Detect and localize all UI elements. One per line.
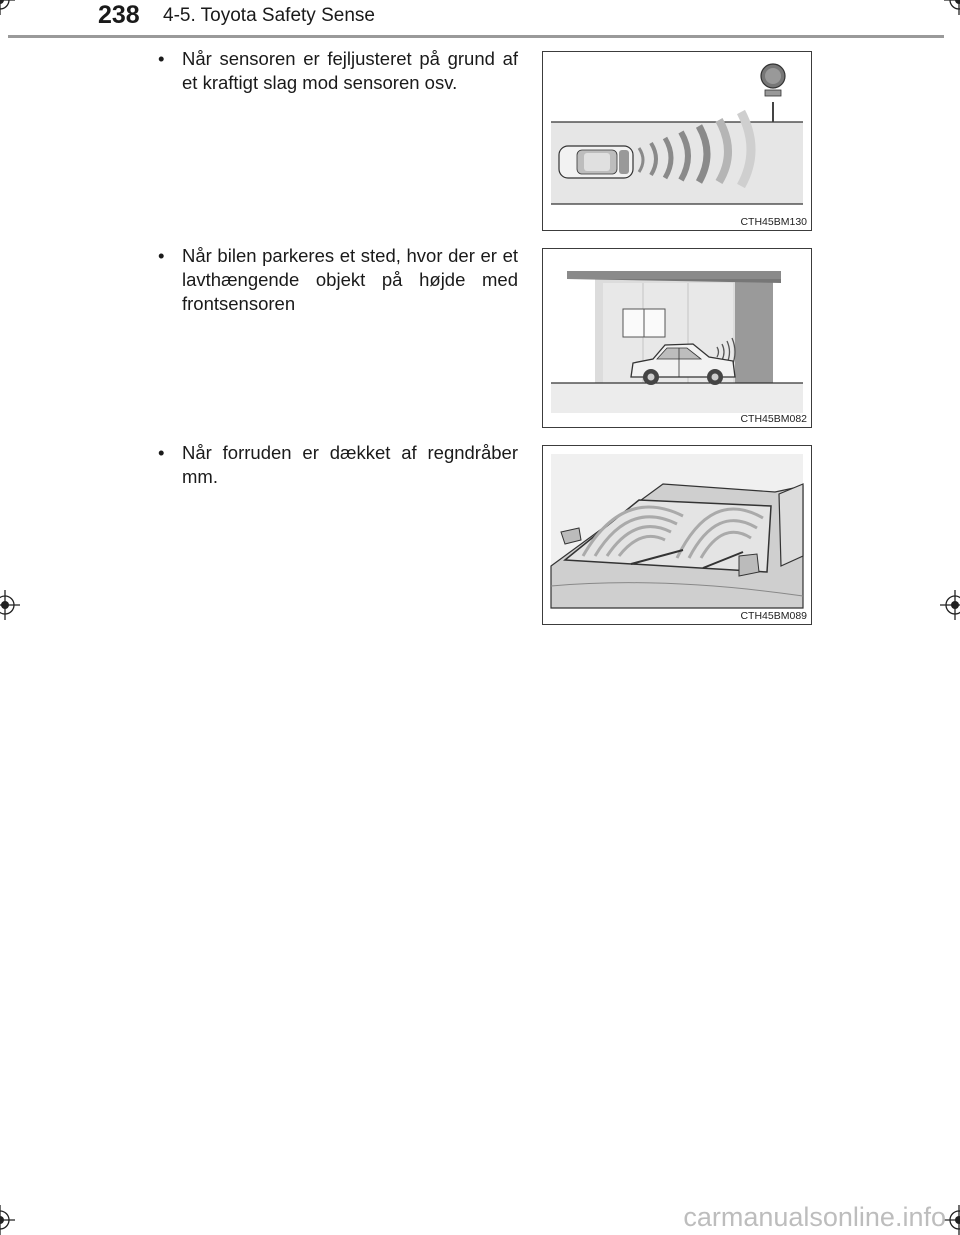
section-title: 4-5. Toyota Safety Sense	[163, 5, 375, 26]
registration-mark-icon	[944, 0, 960, 15]
bullet-text: Når bilen parkeres et sted, hvor der er et lavthængende objekt på højde med frontsensoren	[182, 245, 518, 314]
bullet-marker: •	[158, 245, 165, 266]
watermark: carmanualsonline.info	[683, 1202, 946, 1232]
figure-code: CTH45BM082	[740, 413, 807, 425]
page-number: 238	[98, 1, 140, 29]
car-garage-overhang-illustration	[543, 249, 811, 427]
figure-windshield-rain	[542, 445, 812, 625]
figure-sensor-misaligned	[542, 51, 812, 231]
windshield-wipers-illustration	[543, 446, 811, 624]
figure-low-hanging-object	[542, 248, 812, 428]
registration-mark-icon	[0, 0, 15, 15]
bullet-text: Når sensoren er fejljusteret på grund af et kraftigt slag mod sensoren osv.	[182, 48, 518, 93]
figure-code: CTH45BM130	[740, 216, 807, 228]
registration-mark-icon	[0, 1205, 15, 1235]
registration-mark-icon	[940, 590, 960, 620]
bullet-item	[158, 244, 518, 316]
registration-mark-icon	[0, 590, 20, 620]
bullet-marker: •	[158, 442, 165, 463]
header-rule	[8, 35, 944, 38]
bullet-item	[158, 47, 518, 95]
figure-code: CTH45BM089	[740, 610, 807, 622]
car-radar-signpost-illustration	[543, 52, 811, 230]
bullet-text: Når forruden er dækket af regndråber mm.	[182, 442, 518, 487]
bullet-marker: •	[158, 48, 165, 69]
bullet-item	[158, 441, 518, 489]
registration-mark-icon	[944, 1205, 960, 1235]
